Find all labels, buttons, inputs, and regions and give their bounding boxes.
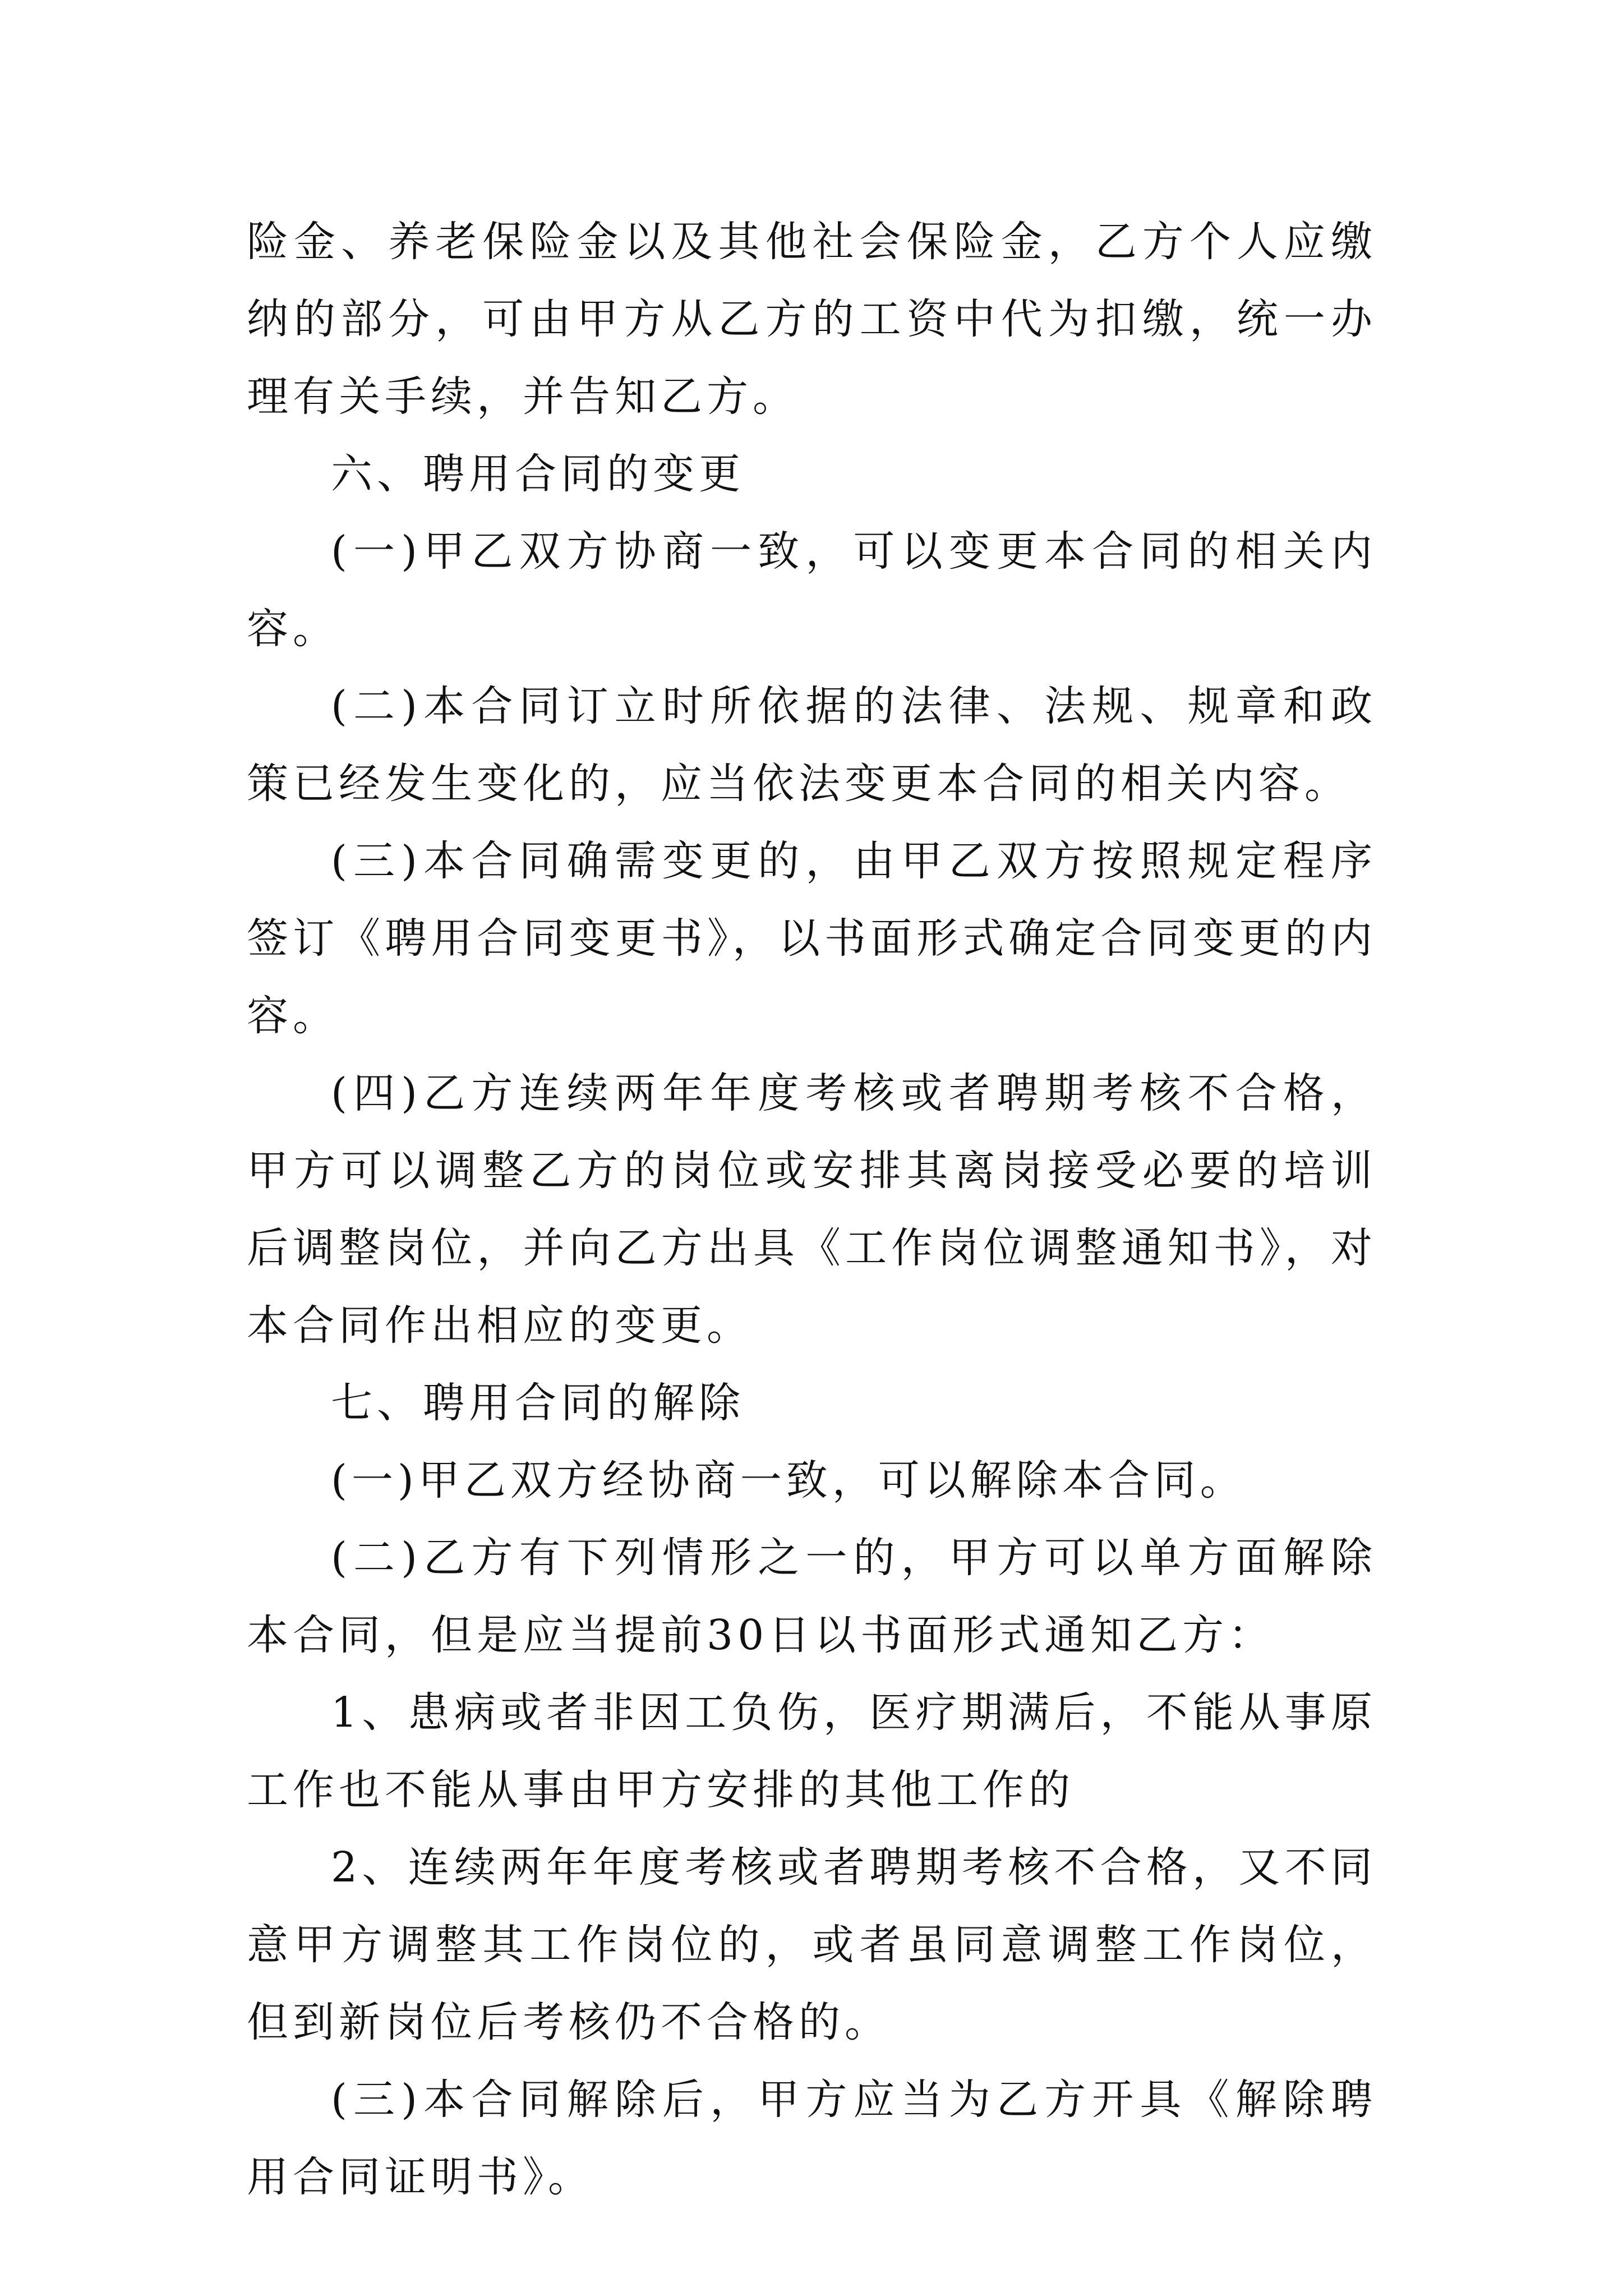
clause-change-4: (四)乙方连续两年年度考核或者聘期考核不合格，甲方可以调整乙方的岗位或安排其离岗接受必要的培训后调整岗位，并向乙方出具《工作岗位调整通知书》，对本合同作出相应的变更。 bbox=[247, 1069, 1377, 1350]
clause-change-3: (三)本合同确需变更的，由甲乙双方按照规定程序签订《聘用合同变更书》，以书面形式确定合同变更的内容。 bbox=[247, 837, 1377, 1040]
clause-change-1: (一)甲乙双方协商一致，可以变更本合同的相关内容。 bbox=[247, 527, 1377, 653]
clause-termination-2: (二)乙方有下列情形之一的，甲方可以单方面解除本合同，但是应当提前30日以书面形式通知乙方： bbox=[247, 1534, 1377, 1659]
clause-termination-3: (三)本合同解除后，甲方应当为乙方开具《解除聘用合同证明书》。 bbox=[247, 2076, 1377, 2201]
sub-item-2: 2、连续两年年度考核或者聘期考核不合格，又不同意甲方调整其工作岗位的，或者虽同意调整工作岗位，但到新岗位后考核仍不合格的。 bbox=[247, 1843, 1377, 2046]
sub-item-1: 1、患病或者非因工负伤，医疗期满后，不能从事原工作也不能从事由甲方安排的其他工作的 bbox=[247, 1688, 1377, 1814]
paragraph-insurance-continuation: 险金、养老保险金以及其他社会保险金，乙方个人应缴纳的部分，可由甲方从乙方的工资中代为扣缴，统一办理有关手续，并告知乙方。 bbox=[247, 218, 1377, 421]
clause-termination-1: (一)甲乙双方经协商一致，可以解除本合同。 bbox=[331, 1456, 1246, 1504]
document-body bbox=[247, 203, 1377, 2216]
section-heading-contract-change: 六、聘用合同的变更 bbox=[331, 450, 745, 498]
section-heading-contract-termination: 七、聘用合同的解除 bbox=[331, 1379, 745, 1427]
clause-change-2: (二)本合同订立时所依据的法律、法规、规章和政策已经发生变化的，应当依法变更本合同的相关内容。 bbox=[247, 682, 1377, 808]
